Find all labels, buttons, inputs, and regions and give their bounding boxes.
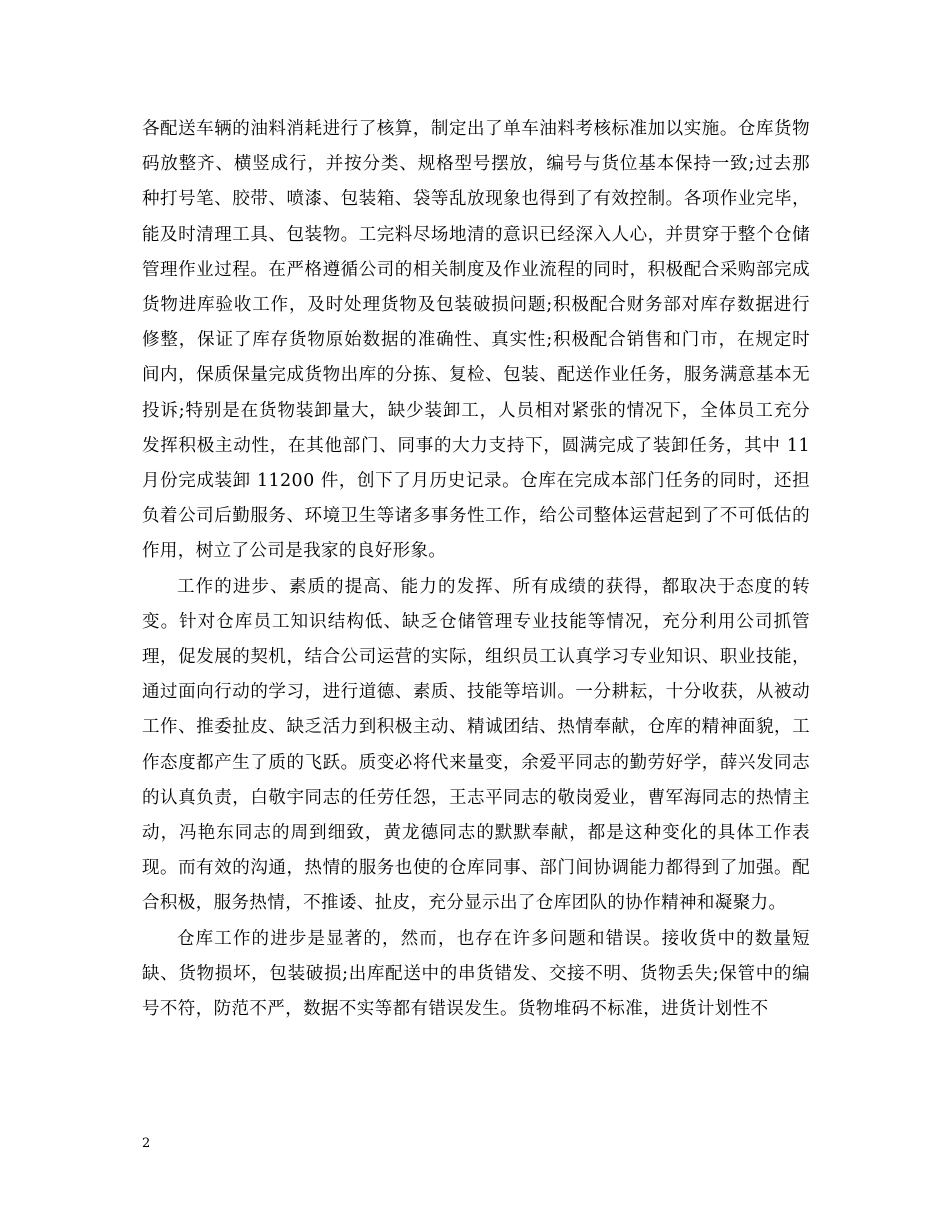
page-number: 2 bbox=[142, 1136, 151, 1151]
paragraph-3: 仓库工作的进步是显著的，然而，也存在许多问题和错误。接收货中的数量短缺、货物损坏，包装破损;出库配送中的串货错发、交接不明、货物丢失;保管中的编号不符，防范不严，数据不实等都有错误发生。货物堆码不标准，进货计划性不 bbox=[142, 928, 810, 1020]
paragraph-2: 工作的进步、素质的提高、能力的发挥、所有成绩的获得，都取决于态度的转变。针对仓库员工知识结构低、缺乏仓储管理专业技能等情况，充分利用公司抓管理，促发展的契机，结合公司运营的实际，组织员工认真学习专业知识、职业技能，通过面向行动的学习，进行道德、素质、技能等培训。一分耕耘，十分收获，从被动工作、推委扯皮、缺乏活力到积极主动、精诚团结、热情奉献，仓库的精神面貌，工作态度都产生了质的飞跃。质变必将代来量变，余爱平同志的勤劳好学，薛兴发同志的认真负责，白敬宇同志的任劳任怨，王志平同志的敬岗爱业，曹军海同志的热情主动，冯艳东同志的周到细致，黄龙德同志的默默奉献，都是这种变化的具体工作表现。而有效的沟通，热情的服务也使的仓库同事、部门间协调能力都得到了加强。配合积极，服务热情，不推诿、扯皮，充分显示出了仓库团队的协作精神和凝聚力。 bbox=[142, 576, 810, 914]
body-text bbox=[142, 112, 810, 1027]
paragraph-1: 各配送车辆的油料消耗进行了核算，制定出了单车油料考核标准加以实施。仓库货物码放整齐、横竖成行，并按分类、规格型号摆放，编号与货位基本保持一致;过去那种打号笔、胶带、喷漆、包装箱、袋等乱放现象也得到了有效控制。各项作业完毕，能及时清理工具、包装物。工完料尽场地清的意识已经深入人心，并贯穿于整个仓储管理作业过程。在严格遵循公司的相关制度及作业流程的同时，积极配合采购部完成货物进库验收工作，及时处理货物及包装破损问题;积极配合财务部对库存数据进行修整，保证了库存货物原始数据的准确性、真实性;积极配合销售和门市，在规定时间内，保质保量完成货物出库的分拣、复检、包装、配送作业任务，服务满意基本无投诉;特别是在货物装卸量大，缺少装卸工，人员相对紧张的情况下，全体员工充分发挥积极主动性，在其他部门、同事的大力支持下，圆满完成了装卸任务，其中 11 月份完成装卸 11200 件，创下了月历史记录。仓库在完成本部门任务的同时，还担负着公司后勤服务、环境卫生等诸多事务性工作，给公司整体运营起到了不可低估的作用，树立了公司是我家的良好形象。 bbox=[142, 119, 810, 562]
